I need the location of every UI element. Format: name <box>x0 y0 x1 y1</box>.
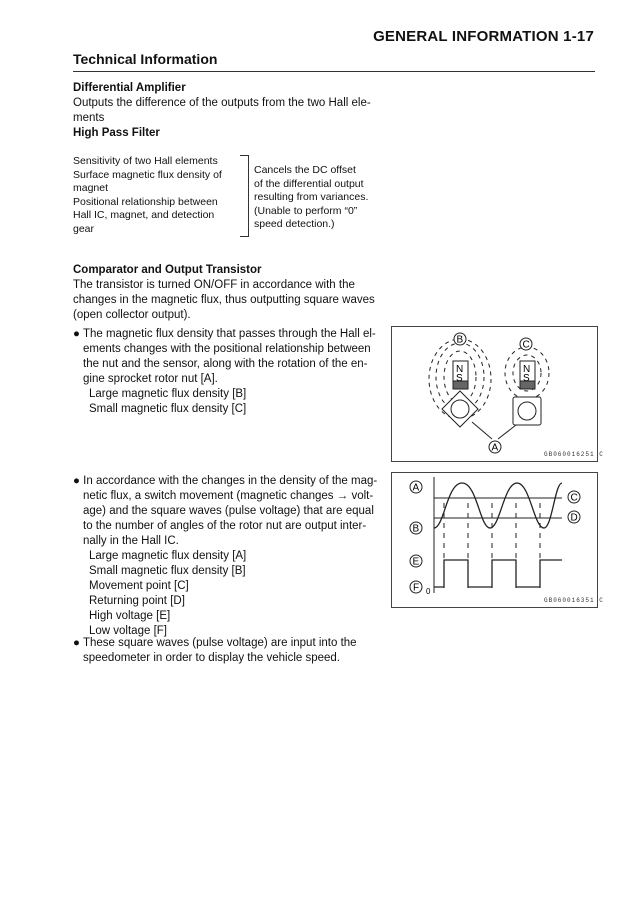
bullet-1-line: the nut and the sensor, along with the rotation of the en- <box>83 358 368 370</box>
comparator-line: changes in the magnetic flux, thus outputting square waves <box>73 294 375 306</box>
fig1-label-b: B <box>456 334 464 346</box>
figure-2-code: GB060016351 C <box>544 597 604 604</box>
flux-diagram <box>392 327 604 461</box>
bullet-1-line: ements changes with the positional relationship between <box>83 343 371 355</box>
right-s-label: S <box>523 373 530 384</box>
diff-amp-text-1: Outputs the difference of the outputs from the two Hall ele- <box>73 97 371 109</box>
fig2-label-b: B <box>412 523 420 535</box>
bullet-2-sub: High voltage [E] <box>89 610 171 622</box>
hpf-heading: High Pass Filter <box>73 127 160 139</box>
hpf-effect <box>254 164 384 232</box>
hpf-right-line: speed detection.) <box>254 218 335 230</box>
figure-flux-density <box>391 326 604 462</box>
bullet-2-line: netic flux, a switch movement (magnetic changes → volt- <box>83 490 374 502</box>
hpf-left-line: gear <box>73 222 95 235</box>
bullet-1-sub: Large magnetic flux density [B] <box>89 388 247 400</box>
comparator-block <box>73 263 379 323</box>
leader-a-left <box>472 422 492 439</box>
bullet-dot: ● <box>73 637 80 649</box>
bullet-2-line: age) and the square waves (pulse voltage) that are equal <box>83 505 374 517</box>
hpf-right-line: resulting from variances. <box>254 191 369 203</box>
hpf-left-line: Positional relationship between <box>73 195 218 208</box>
bullet-1 <box>73 327 379 417</box>
hpf-causes <box>73 155 241 236</box>
hpf-bracket <box>240 155 249 237</box>
hpf-right-line: (Unable to perform “0” <box>254 204 358 217</box>
bullet-2-sub: Small magnetic flux density [B] <box>89 565 246 577</box>
sine-wave <box>434 483 562 528</box>
bullet-2-sub: Returning point [D] <box>89 595 185 607</box>
hpf-right-line: Cancels the DC offset <box>254 164 356 176</box>
bullet-2 <box>73 474 379 639</box>
bullet-1-line: The magnetic flux density that passes through the Hall el- <box>82 328 376 340</box>
diff-amp-text-2: ments <box>73 112 105 124</box>
fig2-label-d: D <box>570 512 578 524</box>
waveform-diagram <box>392 473 604 607</box>
fig2-label-e: E <box>412 556 420 568</box>
bullet-2-line: In accordance with the changes in the density of the mag- <box>83 475 378 487</box>
fig1-label-c: C <box>522 339 530 351</box>
hpf-right-line: of the differential output <box>254 177 364 190</box>
hpf-left-line: magnet <box>73 182 109 194</box>
fig1-label-a: A <box>491 442 499 454</box>
bullet-3 <box>73 636 379 666</box>
bullet-2-sub: Large magnetic flux density [A] <box>89 550 247 562</box>
fig2-label-f: F <box>413 582 420 594</box>
fig2-label-a: A <box>412 482 420 494</box>
page-header: GENERAL INFORMATION 1-17 <box>373 28 594 45</box>
bullet-2-line: nally in the Hall IC. <box>83 535 179 547</box>
bullet-3-line: speedometer in order to display the vehicle speed. <box>83 652 340 664</box>
hpf-left-line: Hall IC, magnet, and detection <box>73 209 215 221</box>
bullet-3-line: These square waves (pulse voltage) are input into the <box>82 637 357 649</box>
figure-1-code: GB060016251 C <box>544 451 604 458</box>
bullet-dot: ● <box>73 328 80 340</box>
comparator-line: The transistor is turned ON/OFF in accordance with the <box>73 279 355 291</box>
hpf-left-line: Sensitivity of two Hall elements <box>73 155 218 167</box>
right-n-label: N <box>523 364 531 375</box>
bullet-2-sub: Low voltage [F] <box>89 625 167 637</box>
comparator-line: (open collector output). <box>73 309 191 321</box>
diff-amp-heading: Differential Amplifier <box>73 82 186 94</box>
bullet-2-line: to the number of angles of the rotor nut are output inter- <box>83 520 367 532</box>
leader-a-right <box>498 425 516 439</box>
bullet-1-sub: Small magnetic flux density [C] <box>89 403 247 415</box>
comparator-heading: Comparator and Output Transistor <box>73 264 262 276</box>
left-n-label: N <box>456 364 464 375</box>
hpf-left-line: Surface magnetic flux density of <box>73 168 222 181</box>
bullet-1-line: gine sprocket rotor nut [A]. <box>83 373 218 385</box>
fig2-label-c: C <box>570 492 578 504</box>
square-wave <box>434 560 562 587</box>
left-s-label: S <box>456 373 463 384</box>
section-title: Technical Information <box>73 51 218 67</box>
title-rule <box>73 71 595 72</box>
bullet-dot: ● <box>73 475 80 487</box>
sensor-small-flux <box>505 347 549 425</box>
figure-waveform <box>391 472 604 608</box>
bullet-2-sub: Movement point [C] <box>89 580 189 592</box>
diff-amp-block <box>73 81 379 141</box>
fig2-zero-label: 0 <box>426 587 431 596</box>
